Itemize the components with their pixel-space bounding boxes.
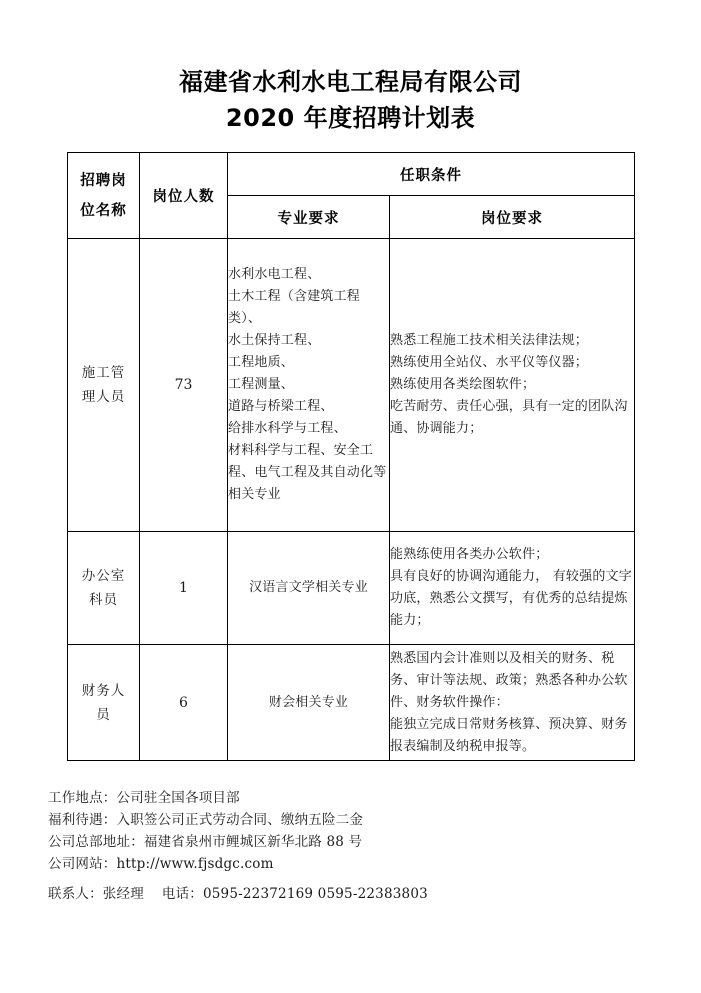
header-position-name-line1: 招聘岗	[80, 172, 127, 189]
recruitment-plan-table	[67, 152, 635, 761]
row-position-name-line1: 施工管	[81, 365, 126, 381]
note-website: 公司网站：http://www.fjsdgc.com	[48, 856, 274, 872]
row-position-name	[68, 645, 140, 761]
row-position-name-line2: 员	[96, 706, 111, 723]
footer-notes	[48, 787, 701, 905]
plan-title: 2020 年度招聘计划表	[225, 104, 476, 132]
table-row	[68, 239, 635, 532]
header-job-requirement: 岗位要求	[390, 196, 635, 239]
note-contact: 联系人：张经理 电话：0595-22372169 0595-22383803	[48, 886, 428, 902]
row-job-requirement: 能熟练使用各类办公软件； 具有良好的协调沟通能力， 有较强的文字功底，熟悉公文撰写，有优秀的总结提炼能力；	[390, 532, 635, 645]
row-position-name-line1: 财务人	[81, 682, 126, 699]
row-major-requirement: 水利水电工程、 土木工程（含建筑工程类）、 水土保持工程、 工程地质、 工程测量、 道路与桥梁工程、 给排水科学与工程、 材料科学与工程、安全工程、电气工程及其自动化等相关专业	[228, 239, 390, 532]
document-title	[0, 64, 701, 136]
row-major-requirement: 财会相关专业	[228, 645, 390, 761]
company-name: 福建省水利水电工程局有限公司	[179, 68, 522, 96]
table-header-row	[68, 153, 635, 196]
note-headquarters-address: 公司总部地址：福建省泉州市鲤城区新华北路 88 号	[48, 834, 363, 850]
note-benefits: 福利待遇：入职签公司正式劳动合同、缴纳五险二金	[48, 812, 364, 828]
row-job-requirement: 熟悉国内会计准则以及相关的财务、税务、审计等法规、政策；熟悉各种办公软件、财务软件操作： 能独立完成日常财务核算、预决算、财务报表编制及纳税申报等。	[390, 645, 635, 761]
header-qualifications: 任职条件	[228, 153, 635, 196]
row-position-name-line1: 办公室	[81, 568, 126, 584]
row-position-name	[68, 532, 140, 645]
row-position-name	[68, 239, 140, 532]
header-headcount: 岗位人数	[140, 153, 228, 239]
recruitment-table-wrapper	[67, 152, 634, 761]
header-major-requirement: 专业要求	[228, 196, 390, 239]
table-row	[68, 645, 635, 761]
row-job-requirement: 熟悉工程施工技术相关法律法规； 熟练使用全站仪、水平仪等仪器； 熟练使用各类绘图软件； 吃苦耐劳、责任心强，具有一定的团队沟通、协调能力；	[390, 239, 635, 532]
header-position-name	[68, 153, 140, 239]
row-headcount: 6	[140, 645, 228, 761]
table-row	[68, 532, 635, 645]
row-headcount: 73	[140, 239, 228, 532]
header-position-name-line2: 位名称	[80, 202, 127, 219]
row-headcount: 1	[140, 532, 228, 645]
note-work-location: 工作地点：公司驻全国各项目部	[48, 790, 240, 806]
row-major-requirement: 汉语言文学相关专业	[228, 532, 390, 645]
row-position-name-line2: 理人员	[81, 389, 126, 405]
row-position-name-line2: 科员	[89, 592, 118, 608]
